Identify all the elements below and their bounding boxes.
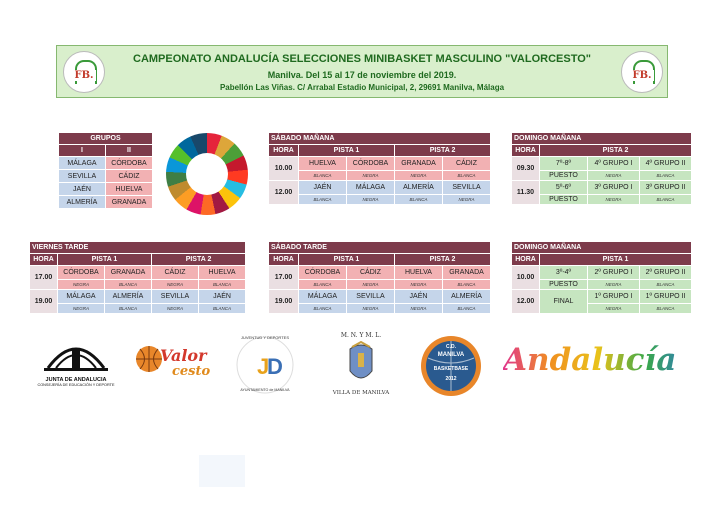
junta-department: CONSEJERÍA DE EDUCACIÓN Y DEPORTE: [37, 383, 115, 387]
team-cell: CÁDIZ: [347, 266, 395, 280]
shirt-color: BLANCA: [640, 171, 692, 181]
shirt-color: BLANCA: [299, 195, 347, 205]
sunday-morning-title: DOMINGO MAÑANA: [512, 242, 692, 254]
badge-text-right: FB.: [630, 70, 654, 81]
sunday-morning-title: DOMINGO MAÑANA: [512, 133, 692, 145]
badge-text-left: FB.: [72, 70, 96, 81]
team-cell: CÁDIZ: [152, 266, 199, 280]
shirt-color: BLANCA: [640, 195, 692, 205]
placement-label: PUESTO: [540, 280, 588, 290]
shirt-color: NEGRA: [395, 171, 443, 181]
header-banner: [56, 45, 668, 98]
group-1-team: SEVILLA: [59, 170, 106, 183]
junta-emblem-icon: [34, 338, 118, 372]
shirt-color: BLANCA: [199, 304, 246, 314]
page-title: CAMPEONATO ANDALUCÍA SELECCIONES MINIBASKET MASCULINO "VALORCESTO": [133, 53, 591, 65]
team-cell: MÁLAGA: [58, 290, 105, 304]
shirt-color: BLANCA: [299, 304, 347, 314]
hora-header: HORA: [30, 254, 58, 266]
shirt-color: BLANCA: [199, 280, 246, 290]
pista-2-header: PISTA 2: [395, 145, 491, 157]
year-text: 2012: [445, 376, 457, 382]
shirt-color: BLANCA: [299, 171, 347, 181]
team-cell: 2º GRUPO I: [588, 266, 640, 280]
saturday-afternoon-table: [268, 241, 491, 314]
team-cell: CÓRDOBA: [347, 157, 395, 171]
saturday-morning-table: [268, 132, 491, 205]
mnyml-text: M. N. Y M. L.: [340, 332, 382, 339]
team-cell: HUELVA: [299, 157, 347, 171]
shirt-color: BLANCA: [443, 304, 491, 314]
friday-afternoon-table: [29, 241, 246, 314]
shirt-color: NEGRA: [58, 280, 105, 290]
shirt-color: BLANCA: [299, 280, 347, 290]
pista-1-header: PISTA 1: [58, 254, 152, 266]
team-cell: 2º GRUPO II: [640, 266, 692, 280]
cd-text: C.D.: [446, 344, 456, 350]
shirt-color: NEGRA: [347, 304, 395, 314]
villa-manilva-logo: [328, 332, 394, 400]
saturday-morning-title: SÁBADO MAÑANA: [269, 133, 491, 145]
team-cell: JAÉN: [299, 181, 347, 195]
team-cell: JAÉN: [199, 290, 246, 304]
federation-badge-right: [621, 51, 663, 93]
team-cell: ALMERÍA: [105, 290, 152, 304]
shirt-color: NEGRA: [347, 280, 395, 290]
juventud-deportes-logo: [228, 334, 302, 396]
placement-label: 3º-4º: [540, 266, 588, 280]
placement-label: 5º-6º: [540, 181, 588, 195]
hora-header: HORA: [269, 145, 299, 157]
pista-2-header: PISTA 2: [540, 145, 692, 157]
group-1-team: JAÉN: [59, 183, 106, 196]
valor-text: Valor: [160, 346, 207, 365]
match-time: 11.30: [512, 181, 540, 205]
match-time: 12.00: [269, 181, 299, 205]
team-cell: GRANADA: [395, 157, 443, 171]
hora-header: HORA: [512, 254, 540, 266]
valorcesto-logo: [134, 340, 216, 390]
group-1-header: I: [59, 145, 106, 157]
shirt-color: BLANCA: [105, 304, 152, 314]
team-cell: 4º GRUPO II: [640, 157, 692, 171]
pista-1-header: PISTA 1: [540, 254, 692, 266]
shirt-color: BLANCA: [443, 280, 491, 290]
team-cell: JAÉN: [395, 290, 443, 304]
junta-name: JUNTA DE ANDALUCIA: [45, 377, 107, 383]
groups-table: [58, 132, 153, 209]
event-venue: Pabellón Las Viñas. C/ Arrabal Estadio Municipal, 2, 29691 Manilva, Málaga: [219, 83, 505, 92]
team-cell: ALMERÍA: [443, 290, 491, 304]
pista-2-header: PISTA 2: [395, 254, 491, 266]
shirt-color: NEGRA: [58, 304, 105, 314]
villa-text: VILLA DE MANILVA: [332, 390, 390, 396]
basketbase-text: BASKETBASE: [433, 366, 469, 372]
shirt-color: BLANCA: [105, 280, 152, 290]
hora-header: HORA: [512, 145, 540, 157]
match-time: 17.00: [30, 266, 58, 290]
shirt-color: NEGRA: [443, 195, 491, 205]
match-time: 19.00: [269, 290, 299, 314]
blank-placeholder: [199, 455, 245, 487]
placement-label: PUESTO: [540, 171, 588, 181]
sunday-morning-table-1: [511, 132, 692, 205]
team-cell: GRANADA: [105, 266, 152, 280]
shirt-color: NEGRA: [152, 304, 199, 314]
sunday-morning-table-2: [511, 241, 692, 314]
hora-header: HORA: [269, 254, 299, 266]
group-2-team: CÁDIZ: [106, 170, 153, 183]
shirt-color: NEGRA: [588, 280, 640, 290]
shirt-color: NEGRA: [347, 195, 395, 205]
svg-text:J: J: [257, 354, 270, 379]
team-cell: MÁLAGA: [347, 181, 395, 195]
event-dates: Manilva. Del 15 al 17 de noviembre del 2019.: [267, 70, 457, 80]
group-1-team: ALMERÍA: [59, 196, 106, 209]
placement-label: PUESTO: [540, 195, 588, 205]
group-2-team: GRANADA: [106, 196, 153, 209]
cd-manilva-basketbase-logo: [419, 334, 483, 398]
group-1-team: MÁLAGA: [59, 157, 106, 170]
match-time: 12.00: [512, 290, 540, 314]
groups-title: GRUPOS: [59, 133, 153, 145]
match-time: 10.00: [512, 266, 540, 290]
team-cell: 1º GRUPO II: [640, 290, 692, 304]
team-cell: HUELVA: [395, 266, 443, 280]
group-2-header: II: [106, 145, 153, 157]
team-cell: 3º GRUPO II: [640, 181, 692, 195]
shirt-color: NEGRA: [152, 280, 199, 290]
match-time: 09.30: [512, 157, 540, 181]
andalucia-brand-logo: [503, 342, 693, 390]
team-cell: 1º GRUPO I: [588, 290, 640, 304]
pista-2-header: PISTA 2: [152, 254, 246, 266]
match-time: 17.00: [269, 266, 299, 290]
shirt-color: NEGRA: [588, 171, 640, 181]
shirt-color: NEGRA: [347, 171, 395, 181]
team-cell: CÓRDOBA: [299, 266, 347, 280]
shirt-color: BLANCA: [395, 195, 443, 205]
sdg-wheel-center: [186, 153, 228, 195]
team-cell: CÁDIZ: [443, 157, 491, 171]
team-cell: MÁLAGA: [299, 290, 347, 304]
group-2-team: HUELVA: [106, 183, 153, 196]
shirt-color: BLANCA: [443, 171, 491, 181]
cesto-text: cesto: [172, 364, 211, 379]
team-cell: SEVILLA: [347, 290, 395, 304]
placement-label: 7º-8º: [540, 157, 588, 171]
shirt-color: NEGRA: [395, 304, 443, 314]
team-cell: CÓRDOBA: [58, 266, 105, 280]
team-cell: SEVILLA: [152, 290, 199, 304]
match-time: 10.00: [269, 157, 299, 181]
svg-text:D: D: [267, 354, 283, 379]
team-cell: 3º GRUPO I: [588, 181, 640, 195]
shirt-color: NEGRA: [588, 195, 640, 205]
coat-of-arms-icon: [328, 341, 394, 391]
match-time: 19.00: [30, 290, 58, 314]
manilva-text: MANILVA: [437, 352, 465, 358]
shirt-color: BLANCA: [640, 304, 692, 314]
shirt-color: NEGRA: [395, 280, 443, 290]
final-label: FINAL: [540, 290, 588, 314]
sdg-wheel-icon: [166, 133, 248, 215]
shirt-color: NEGRA: [588, 304, 640, 314]
andalucia-text: Andalucía: [503, 342, 693, 378]
team-cell: 4º GRUPO I: [588, 157, 640, 171]
ayuntamiento-text: AYUNTAMIENTO de MANILVA: [240, 388, 290, 392]
pista-1-header: PISTA 1: [299, 254, 395, 266]
junta-andalucia-logo: [34, 338, 118, 394]
shirt-color: BLANCA: [640, 280, 692, 290]
pista-1-header: PISTA 1: [299, 145, 395, 157]
team-cell: HUELVA: [199, 266, 246, 280]
saturday-afternoon-title: SÁBADO TARDE: [269, 242, 491, 254]
team-cell: GRANADA: [443, 266, 491, 280]
juventud-seal-icon: [228, 334, 302, 396]
team-cell: SEVILLA: [443, 181, 491, 195]
juventud-text: JUVENTUD Y DEPORTES: [240, 335, 289, 340]
friday-afternoon-title: VIERNES TARDE: [30, 242, 246, 254]
group-2-team: CÓRDOBA: [106, 157, 153, 170]
team-cell: ALMERÍA: [395, 181, 443, 195]
